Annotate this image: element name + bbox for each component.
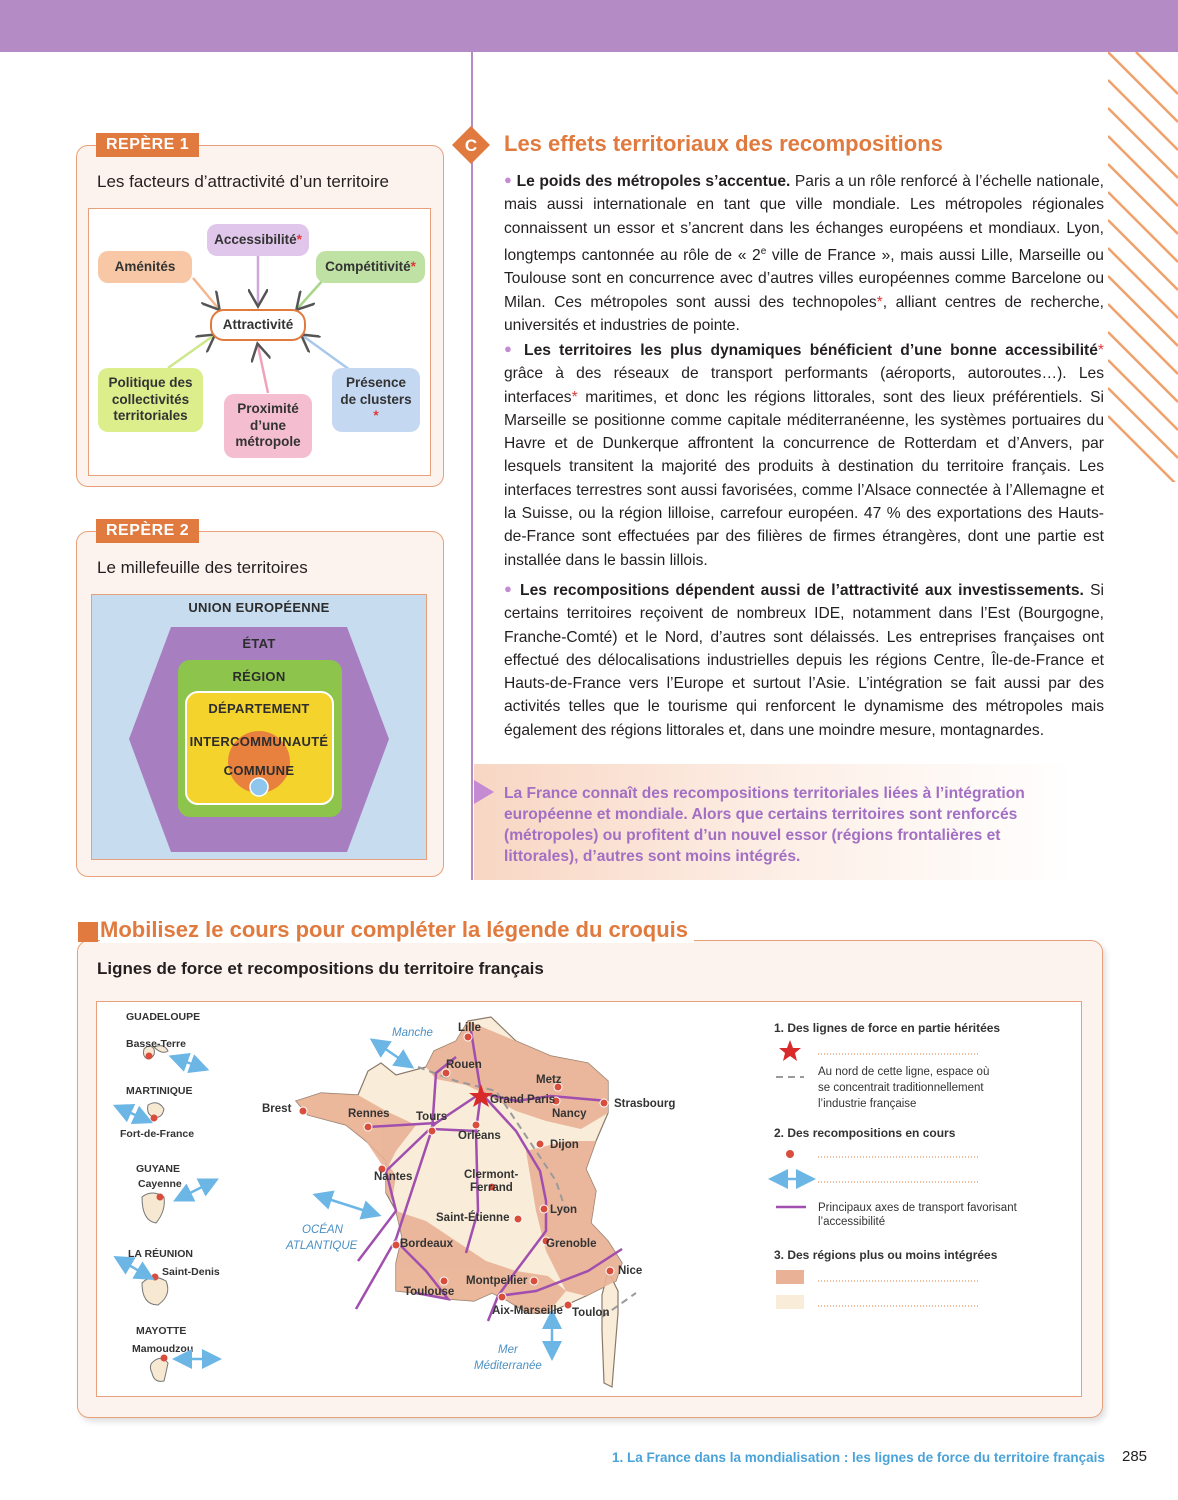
node-amenites: Aménités bbox=[98, 251, 192, 283]
section-c-badge bbox=[452, 126, 490, 164]
label-montpellier: Montpellier bbox=[466, 1275, 528, 1287]
svg-text:Au nord de cette ligne, espace: Au nord de cette ligne, espace où bbox=[818, 1066, 990, 1078]
layer-ue: UNION EUROPÉENNE bbox=[188, 600, 330, 615]
svg-text:l’accessibilité: l’accessibilité bbox=[818, 1216, 886, 1228]
node-politique: Politique des collectivités territoriales bbox=[98, 368, 203, 432]
node-clusters: Présence de clusters * bbox=[332, 368, 420, 432]
label-basse-terre: Basse-Terre bbox=[126, 1038, 186, 1050]
repere2-tag: REPÈRE 2 bbox=[96, 519, 199, 543]
label-lille: Lille bbox=[458, 1022, 482, 1034]
millefeuille-shapes bbox=[91, 594, 427, 860]
label-strasbourg: Strasbourg bbox=[614, 1098, 676, 1110]
legend-integrated-swatch bbox=[776, 1270, 804, 1284]
repere1-title: Les facteurs d’attractivité d’un territoire bbox=[97, 172, 389, 191]
legend-heading-1: 1. Des lignes de force en partie héritées bbox=[774, 1021, 1001, 1035]
node-attractivite: Attractivité bbox=[210, 309, 306, 341]
label-toulon: Toulon bbox=[572, 1307, 610, 1319]
node-competitivite: Compétitivité * bbox=[316, 251, 425, 283]
france-sketch-map bbox=[96, 1001, 1082, 1397]
city-mamoudzou bbox=[161, 1355, 168, 1362]
heading-square bbox=[78, 922, 98, 942]
legend-heading-3: 3. Des régions plus ou moins intégrées bbox=[774, 1248, 998, 1262]
legend-heading-2: 2. Des recompositions en cours bbox=[774, 1126, 956, 1140]
layer-commune: COMMUNE bbox=[223, 763, 295, 778]
label-saint-etienne: Saint-Étienne bbox=[436, 1212, 510, 1224]
label-mamoudzou: Mamoudzou bbox=[132, 1343, 194, 1355]
label-guyane: GUYANE bbox=[136, 1163, 180, 1175]
svg-text:Principaux axes de transport f: Principaux axes de transport favorisant bbox=[818, 1202, 1017, 1214]
map-heading: Mobilisez le cours pour compléter la légende du croquis bbox=[100, 917, 694, 943]
label-martinique: MARTINIQUE bbox=[126, 1085, 193, 1097]
label-metz: Metz bbox=[536, 1074, 562, 1086]
label-rennes: Rennes bbox=[348, 1108, 390, 1120]
city-saint-denis bbox=[152, 1274, 159, 1281]
label-manche: Manche bbox=[392, 1027, 433, 1039]
column-divider bbox=[471, 52, 473, 880]
label-nantes: Nantes bbox=[374, 1171, 413, 1183]
label-ferrand: Ferrand bbox=[470, 1182, 513, 1194]
legend-less-integrated-swatch bbox=[776, 1295, 804, 1309]
svg-text:C: C bbox=[464, 136, 478, 155]
label-dijon: Dijon bbox=[550, 1139, 579, 1151]
paragraph-3: ● Les recompositions dépendent aussi de l’attractivité aux investissements. Si certains territoires reçoivent de nombreux IDE, notamment dans l’Est (Bourgogne, Franche-Comté) et le Nord, d’autres sont délaissés. Les entreprises françaises ont effectué des délocalisations industrielles depuis les régions Centre, Île-de-France et Hauts-de-France vers l’Europe et surtout l’Asie. L’intégration se fait aussi par des activités telles que le tourisme qui renforcent le dynamisme des métropoles mais également des régions littorales et, dans une moindre mesure, montagnardes. bbox=[504, 581, 1104, 739]
label-orleans: Orléans bbox=[458, 1130, 501, 1142]
label-rouen: Rouen bbox=[446, 1059, 482, 1071]
page-number: 285 bbox=[1122, 1448, 1148, 1465]
reunion-shape bbox=[142, 1277, 168, 1305]
legend-city-dot bbox=[786, 1150, 794, 1158]
mayotte-shape bbox=[150, 1358, 168, 1381]
legend-star-icon bbox=[779, 1040, 801, 1061]
map-legend bbox=[774, 1021, 1018, 1309]
label-guadeloupe: GUADELOUPE bbox=[126, 1011, 201, 1023]
paragraph-2: ● Les territoires les plus dynamiques bénéficient d’une bonne accessibilité* grâce à des réseaux de transport performants (aéroports, autoroutes…). Les interfaces* maritimes, et donc les régions littorales, sont des lieux préférentiels. Si Marseille se positionne comme capitale méditerranéenne, les systèmes portuaires du Havre et de Dunkerque affrontent la concurrence de Rotterdam et d’Anvers, par lesquels transitent la majorité des produits à destination du territoire français. Les interfaces terrestres sont aussi favorisées, comme l’Alsace connectée à l’Allemagne et la Suisse, ou la région lilloise, carrefour européen. 47 % des exportations des Hauts-de-France sont effectuées par des filières de firmes étrangères, dont une partie est installée dans le bassin lillois. bbox=[504, 341, 1104, 569]
label-brest: Brest bbox=[262, 1103, 292, 1115]
summary-text: La France connaît des recompositions territoriales liées à l’intégration européenne et mondiale. Alors que certains territoires sont renforcés (métropoles) ou profitent d’un nouvel essor (régions frontalières et littorales), d’autres sont moins intégrés. bbox=[504, 785, 1025, 865]
label-nancy: Nancy bbox=[552, 1108, 587, 1120]
svg-text:se concentrait traditionnellem: se concentrait traditionnellement bbox=[818, 1082, 984, 1094]
label-la-reunion: LA RÉUNION bbox=[128, 1248, 193, 1260]
label-saint-denis: Saint-Denis bbox=[162, 1266, 220, 1278]
repere1-tag: REPÈRE 1 bbox=[96, 133, 199, 157]
label-grand-paris: Grand Paris bbox=[490, 1094, 556, 1106]
paragraph-1: ● Le poids des métropoles s’accentue. Paris a un rôle renforcé à l’échelle nationale, mais aussi internationale en tant que ville mondiale. Les métropoles régionales connaissent un essor et s’ancrent dans les échanges européens et mondiaux. Lyon, longtemps cantonnée au rôle de « 2e ville de France », mais aussi Lille, Marseille ou Toulouse sont en concurrence avec d’autres villes européennes comme Barcelone ou Milan. Ces métropoles sont aussi des technopoles*, alliant centres de recherche, universités et industries de pointe. bbox=[504, 172, 1105, 334]
label-clermont: Clermont- bbox=[464, 1169, 519, 1181]
hatch-decoration bbox=[1108, 52, 1178, 482]
layer-intercommunaute: INTERCOMMUNAUTÉ bbox=[189, 734, 329, 749]
layer-etat: ÉTAT bbox=[242, 636, 276, 651]
commune-circle bbox=[250, 778, 268, 796]
city-fort-de-france bbox=[151, 1115, 158, 1122]
label-toulouse: Toulouse bbox=[404, 1286, 455, 1298]
svg-text:l’industrie française: l’industrie française bbox=[818, 1098, 917, 1110]
city-basse-terre bbox=[146, 1053, 153, 1060]
layer-departement: DÉPARTEMENT bbox=[208, 701, 310, 716]
label-fort-de-france: Fort-de-France bbox=[120, 1128, 195, 1140]
label-tours: Tours bbox=[416, 1111, 448, 1123]
node-proximite: Proximité d’une métropole bbox=[224, 394, 312, 458]
layer-region: RÉGION bbox=[232, 669, 286, 684]
label-aix-marseille: Aix-Marseille bbox=[492, 1305, 563, 1317]
label-ocean: OCÉAN bbox=[302, 1224, 343, 1236]
summary-arrow-icon bbox=[474, 780, 496, 804]
label-mayotte: MAYOTTE bbox=[136, 1325, 187, 1337]
label-bordeaux: Bordeaux bbox=[400, 1238, 454, 1250]
node-accessibilite: Accessibilité * bbox=[207, 224, 309, 256]
label-cayenne: Cayenne bbox=[138, 1178, 182, 1190]
label-lyon: Lyon bbox=[550, 1204, 578, 1216]
footer-chapter: 1. La France dans la mondialisation : les lignes de force du territoire français bbox=[612, 1450, 1105, 1465]
label-grenoble: Grenoble bbox=[546, 1238, 597, 1250]
section-title: Les effets territoriaux des recompositions bbox=[504, 131, 943, 156]
label-atlantique: ATLANTIQUE bbox=[286, 1240, 358, 1252]
map-title: Lignes de force et recompositions du territoire français bbox=[97, 959, 544, 978]
label-nice: Nice bbox=[618, 1265, 643, 1277]
city-cayenne bbox=[157, 1194, 164, 1201]
label-mer: Mer bbox=[498, 1344, 518, 1356]
top-banner bbox=[0, 0, 1178, 52]
label-mediterranee: Méditerranée bbox=[474, 1360, 542, 1372]
repere2-title: Le millefeuille des territoires bbox=[97, 558, 308, 577]
corsica-shape bbox=[602, 1271, 618, 1387]
